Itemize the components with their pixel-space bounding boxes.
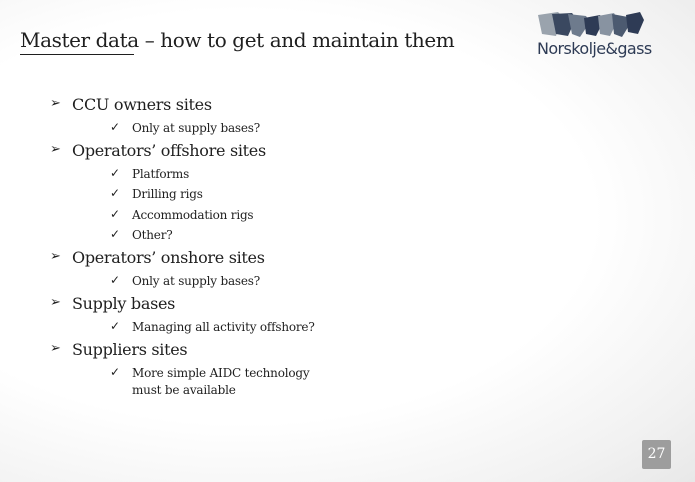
sub-bullet-label: Other?: [132, 228, 173, 242]
sub-bullet-label: Managing all activity offshore?: [132, 320, 315, 334]
slide-title: Master data – how to get and maintain them: [20, 28, 455, 52]
arrowhead-bullet-icon: ➢: [50, 341, 61, 356]
logo-text-norsk: Norsk: [537, 39, 580, 58]
sub-bullet-label: Platforms: [132, 167, 190, 181]
sub-bullet-label: Accommodation rigs: [132, 208, 254, 222]
bullet-label: CCU owners sites: [72, 95, 212, 114]
bullet-label: Operators’ onshore sites: [72, 248, 265, 267]
arrowhead-bullet-icon: ➢: [50, 142, 61, 157]
checkmark-bullet-icon: ✓: [110, 207, 120, 221]
logo-mark-icon: [538, 12, 654, 38]
sub-bullet-label: Only at supply bases?: [132, 274, 260, 288]
bullet-label: Operators’ offshore sites: [72, 141, 266, 160]
bullet-label: Suppliers sites: [72, 340, 188, 359]
checkmark-bullet-icon: ✓: [110, 166, 120, 180]
checkmark-bullet-icon: ✓: [110, 186, 120, 200]
arrowhead-bullet-icon: ➢: [50, 249, 61, 264]
arrowhead-bullet-icon: ➢: [50, 295, 61, 310]
sub-bullet-label: Only at supply bases?: [132, 121, 260, 135]
checkmark-bullet-icon: ✓: [110, 273, 120, 287]
company-logo: [536, 12, 654, 62]
checkmark-bullet-icon: ✓: [110, 120, 120, 134]
arrowhead-bullet-icon: ➢: [50, 96, 61, 111]
title-underline: [20, 54, 134, 55]
sub-bullet-label: must be available: [132, 383, 236, 397]
sub-bullet-label: More simple AIDC technology: [132, 366, 310, 380]
checkmark-bullet-icon: ✓: [110, 365, 120, 379]
bullet-label: Supply bases: [72, 294, 176, 313]
sub-bullet-label: Drilling rigs: [132, 187, 203, 201]
logo-wordmark: [537, 39, 652, 58]
logo-text-oljegass: olje&gass: [579, 39, 652, 58]
page-number: 27: [642, 440, 671, 469]
checkmark-bullet-icon: ✓: [110, 319, 120, 333]
checkmark-bullet-icon: ✓: [110, 227, 120, 241]
